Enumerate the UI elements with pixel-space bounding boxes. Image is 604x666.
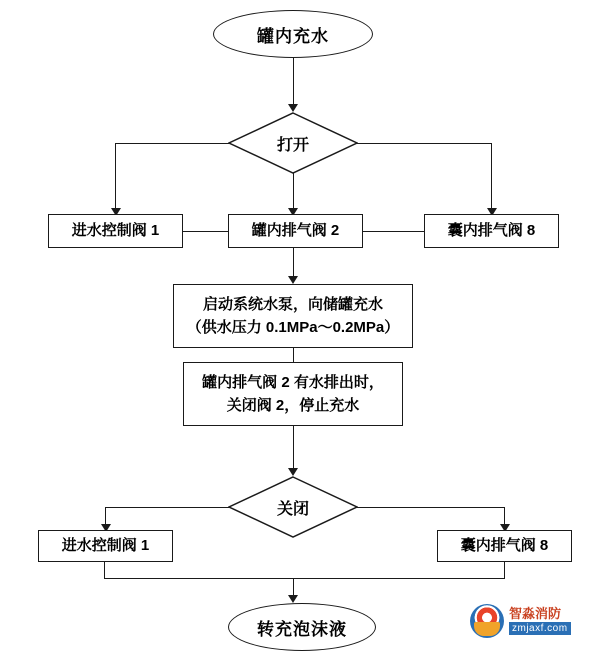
node-pump-step xyxy=(173,284,413,348)
watermark-subtitle: zmjaxf.com xyxy=(509,622,571,636)
connector-vent2-to-vent8 xyxy=(363,231,424,232)
node-valve-inlet-1-top-label: 进水控制阀 1 xyxy=(71,221,160,239)
node-valve-tank-vent-2-label: 罐内排气阀 2 xyxy=(251,221,340,239)
connector-drain-to-close xyxy=(293,426,294,474)
connector-start-to-open xyxy=(293,58,294,108)
watermark-text xyxy=(509,607,571,635)
node-drain-step xyxy=(183,362,403,426)
arrowhead-merge-to-end xyxy=(288,595,298,603)
node-pump-step-line2: （供水压力 0.1MPa～0.2MPa） xyxy=(186,319,400,336)
connector-pump-to-drain xyxy=(293,348,294,362)
connector-open-right-bus xyxy=(357,143,492,144)
watermark xyxy=(470,604,571,638)
node-end-label: 转充泡沫液 xyxy=(257,619,347,639)
arrowhead-start-to-open xyxy=(288,104,298,112)
watermark-logo-icon xyxy=(470,604,504,638)
node-start xyxy=(213,10,373,58)
connector-close-right-bus xyxy=(357,507,505,508)
node-end xyxy=(228,603,376,651)
connector-close-left-bus xyxy=(105,507,229,508)
node-pump-step-line1: 启动系统水泵，向储罐充水 xyxy=(202,295,383,313)
node-valve-inlet-1-bottom-label: 进水控制阀 1 xyxy=(61,536,150,554)
connector-bottom-merge-bus xyxy=(104,578,505,579)
watermark-title: 智淼消防 xyxy=(509,605,562,621)
node-valve-inlet-1-bottom xyxy=(38,530,173,562)
node-valve-bag-vent-8-top xyxy=(424,214,559,248)
node-start-label: 罐内充水 xyxy=(257,26,329,46)
arrowhead-drain-to-close xyxy=(288,468,298,476)
node-valve-bag-vent-8-top-label: 囊内排气阀 8 xyxy=(447,221,536,239)
connector-vent8-bottom-down xyxy=(504,562,505,579)
node-close-decision-label: 关闭 xyxy=(276,500,309,518)
node-valve-bag-vent-8-bottom-label: 囊内排气阀 8 xyxy=(460,536,549,554)
arrowhead-vent2-to-pump xyxy=(288,276,298,284)
node-valve-bag-vent-8-bottom xyxy=(437,530,572,562)
connector-open-right-drop xyxy=(491,143,492,213)
node-valve-tank-vent-2 xyxy=(228,214,363,248)
node-drain-step-line1: 罐内排气阀 2 有水排出时， xyxy=(202,373,384,391)
connector-open-left-drop xyxy=(115,143,116,213)
node-open-decision-label: 打开 xyxy=(276,136,309,154)
node-open-decision xyxy=(228,112,358,174)
connector-inlet1-to-vent2 xyxy=(183,231,228,232)
connector-inlet1-bottom-down xyxy=(104,562,105,579)
connector-open-left-bus xyxy=(115,143,229,144)
connector-open-middle-drop xyxy=(293,173,294,213)
node-valve-inlet-1-top xyxy=(48,214,183,248)
node-drain-step-line2: 关闭阀 2，停止充水 xyxy=(226,397,360,414)
node-close-decision xyxy=(228,476,358,538)
